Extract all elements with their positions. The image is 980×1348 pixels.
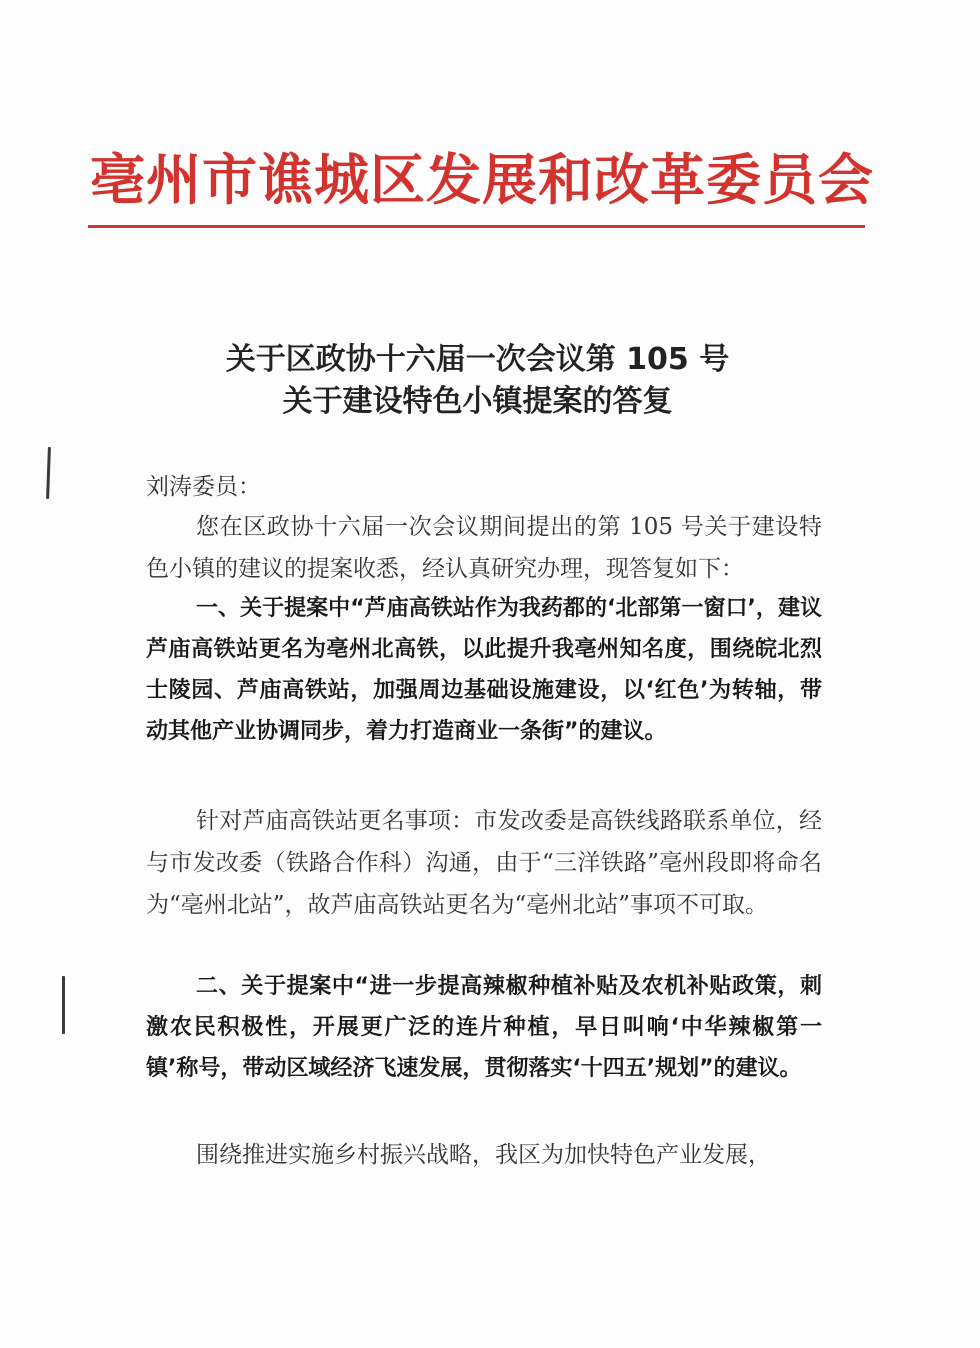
paragraph-acknowledgement: 您在区政协十六届一次会议期间提出的第 105 号关于建设特色小镇的建议的提案收悉，经认真研究办理，现答复如下： [146,514,822,582]
issuing-organization-header: 亳州市谯城区发展和改革委员会 [90,147,875,212]
document-title-line-1: 关于区政协十六届一次会议第 105 号 [225,342,730,377]
binding-hole-mark [62,976,65,1034]
binding-hole-mark [46,447,51,499]
document-title-line-2: 关于建设特色小镇提案的答复 [282,384,673,419]
salutation: 刘涛委员： [146,474,261,500]
red-header-divider [88,225,865,228]
paragraph-item-one-response: 针对芦庙高铁站更名事项：市发改委是高铁线路联系单位，经与市发改委（铁路合作科）沟通，由于“三洋铁路”亳州段即将命名为“亳州北站”，故芦庙高铁站更名为“亳州北站”事项不可取。 [146,808,822,918]
paragraph-item-two-response: 围绕推进实施乡村振兴战略，我区为加快特色产业发展， [196,1142,771,1168]
paragraph-item-one: 一、关于提案中“芦庙高铁站作为我药都的‘北部第一窗口’，建议芦庙高铁站更名为亳州北高铁，以此提升我亳州知名度，围绕皖北烈士陵园、芦庙高铁站，加强周边基础设施建设，以‘红色’为转轴，带动其他产业协调同步，着力打造商业一条街”的建议。 [146,596,822,744]
paragraph-item-two: 二、关于提案中“进一步提高辣椒种植补贴及农机补贴政策，刺激农民积极性，开展更广泛的连片种植，早日叫响‘中华辣椒第一镇’称号，带动区域经济飞速发展，贯彻落实‘十四五’规划”的建议。 [146,974,822,1081]
